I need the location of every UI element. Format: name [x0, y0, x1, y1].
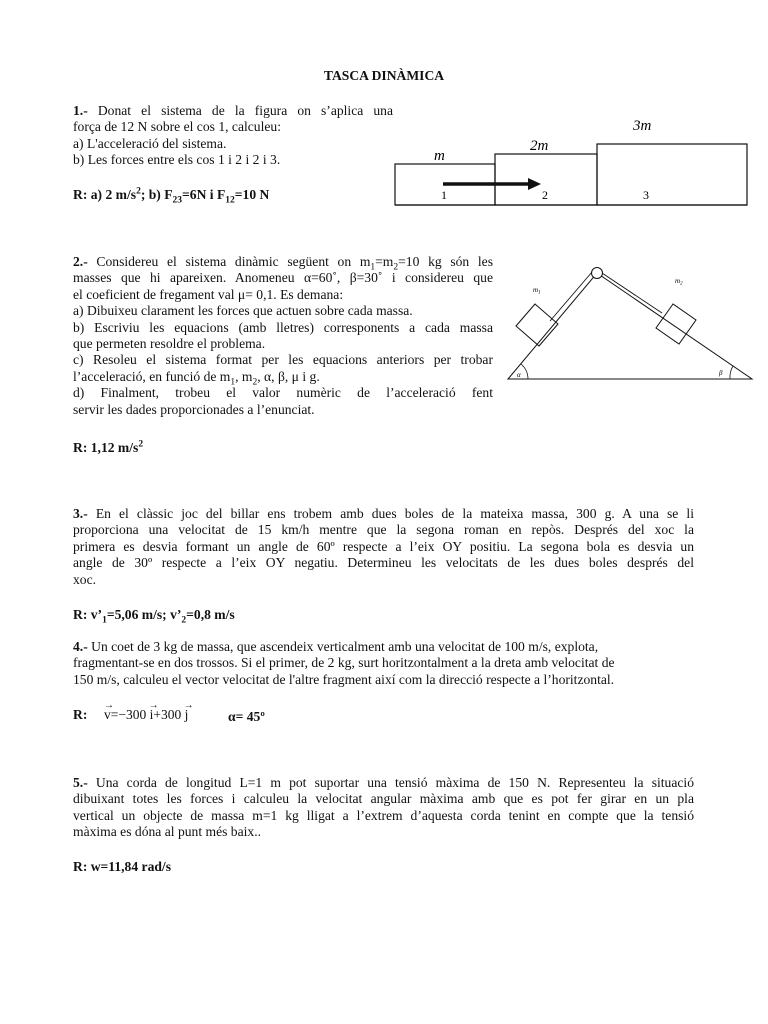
block-3: [597, 144, 747, 205]
question-2-line: b) Escriviu les equacions (amb lletres) corresponents a cada massa: [73, 319, 493, 335]
label-3m: 3m: [633, 118, 652, 134]
label-2m: 2m: [530, 138, 549, 154]
force-arrow-head: [528, 178, 541, 190]
m1-label: $m_1$: [533, 286, 541, 296]
question-2-line: el coeficient de fregament val μ= 0,1. Es demana:: [73, 286, 344, 302]
question-5-answer: R: w=11,84 rad/s: [73, 859, 171, 874]
block-2-label: 2: [542, 188, 548, 202]
question-3-line: xoc.: [73, 571, 97, 587]
beta-label: β: [719, 369, 723, 377]
question-4-line: fragmentant-se en dos trossos. Si el primer, de 2 kg, surt horitzontalment a la dreta amb velocitat de: [73, 655, 615, 671]
pulley: [592, 268, 603, 279]
rope-left: [550, 272, 592, 321]
question-2-line: a) Dibuixeu clarament les forces que actuen sobre cada massa.: [73, 303, 413, 319]
velocity-vector: → v=−300 → i+300 → j: [104, 700, 194, 722]
rope-right: [602, 273, 662, 313]
question-2-line: l’acceleració, en funció de $m_1$, $m_2$, α, β, μ i g.: [73, 368, 320, 388]
block-1-label: 1: [441, 188, 447, 202]
question-2-line: servir les dades proporcionades a l’enunciat.: [73, 401, 315, 417]
alpha-arc: [521, 364, 528, 379]
document-title: TASCA DINÀMICA: [323, 68, 445, 83]
question-2: 2.- Considereu el sistema dinàmic següent on $m_1=m_2=10$ kg són les masses que hi apareixen. Anomeneu α=60˚, β=30˚ i considereu que el coeficient de fregament val μ= 0,1. Es demana: a) Dibuixeu clarament les forces que actuen sobre cada massa. b) Escriviu les equacions (amb lletres) corresponents a cada massa que permeten resoldre el problema. c) Resoleu el sistema format per les equacions anteriors per trobar l’acceleració, en funció de $m_1$, $m_2$, α, β, μ i g. d) Finalment, trobeu el valor numèric de l’acceleració fent servir les dades proporcionades a l’enunciat.: [73, 254, 493, 417]
question-5-line: màxima es dóna al punt més baix..: [73, 824, 262, 840]
question-4-number: 4.-: [73, 639, 88, 654]
question-5-number: 5.-: [73, 775, 88, 790]
question-1-line: b) Les forces entre els cos 1 i 2 i 2 i 3.: [73, 152, 281, 168]
question-4: 4.- Un coet de 3 kg de massa, que ascendeix verticalment amb una velocitat de 100 m/s, explota, fragmentant-se en dos trossos. Si el primer, de 2 kg, surt horitzontalment a la dreta amb velocitat de 150 m/s, calculeu el vector velocitat de l'altre fragment així com la direcció respecte a l’horitzontal.: [73, 639, 698, 688]
question-2-line: c) Resoleu el sistema format per les equacions anteriors per trobar: [73, 352, 493, 368]
question-3: 3.- En el clàssic joc del billar ens trobem amb dues boles de la mateixa massa, 300 g. A una se li proporciona una velocitat de 15 km/h mentre que la segona roman en repòs. Després del xoc la primera es desvia formant un angle de 60º respecte a l’eix OY positiu. La segona bola es desvia un angle de 30º respecte a l’eix OY negatiu. Determineu les velocitats de les dues boles després del xoc.: [73, 506, 694, 587]
mass-2-block: [656, 304, 696, 344]
figure-blocks: [390, 110, 755, 212]
question-2-line: masses que hi apareixen. Anomeneu α=60˚, β=30˚ i considereu que: [73, 270, 493, 286]
question-3-line: proporciona una velocitat de 15 km/h mentre que la segona roman en repòs. Després del xoc la: [73, 522, 694, 538]
question-4-answer: R: → v=−300 → i+300 → j α= 45º: [73, 700, 265, 724]
question-3-line: primera es desvia formant un angle de 60º respecte a l’eix OY positiu. La segona bola es desvia un: [73, 538, 694, 554]
figure-incline: [500, 258, 760, 384]
question-3-line: angle de 30º respecte a l’eix OY negatiu. Determineu les velocitats de les dues boles després del: [73, 555, 694, 571]
question-1-line: força de 12 N sobre el cos 1, calculeu:: [73, 119, 281, 135]
question-4-line: 150 m/s, calculeu el vector velocitat de l'altre fragment així com la direcció respecte a l’horitzontal.: [73, 671, 615, 687]
question-1: [73, 103, 393, 169]
question-1-answer: R: a) 2 $m/s^2$; b) $F_{23}=6N$ i $F_{12}=10$ N: [73, 186, 270, 206]
question-1-line: Donat el sistema de la figura on s’aplica una: [97, 103, 393, 118]
question-5: 5.- Una corda de longitud L=1 m pot suportar una tensió màxima de 150 N. Representeu la situació dibuixant totes les forces i calculeu la velocitat angular màxima amb que es pot fer girar en un pla vertical un objecte de massa m=1 kg lligat a l’extrem d’aquesta corda tenint en compte que la tensió màxima es dóna al punt més baix..: [73, 775, 694, 840]
label-m: m: [434, 148, 445, 164]
question-1-line: a) L'acceleració del sistema.: [73, 135, 227, 151]
block-3-label: 3: [643, 188, 649, 202]
question-2-answer: R: 1,12 $m/s^2$: [73, 439, 144, 455]
question-3-number: 3.-: [73, 506, 88, 521]
question-5-line: vertical un objecte de massa m=1 kg lligat a l’extrem d’aquesta corda tenint en compte que la tensió: [73, 807, 694, 823]
question-3-answer: R: $v’_1=5,06$ m/s; $v’_2=0,8$ m/s: [73, 607, 235, 626]
m2-label: $m_2$: [675, 277, 683, 287]
mass-1-block: [516, 304, 558, 346]
question-2-line: d) Finalment, trobeu el valor numèric de l’acceleració fent: [73, 385, 493, 401]
angle-answer: α= 45º: [228, 709, 265, 724]
alpha-label: α: [517, 371, 521, 379]
question-2-line: que permeten resoldre el problema.: [73, 336, 266, 352]
question-5-line: dibuixant totes les forces i calculeu la velocitat angular màxima amb que es pot fer girar en un pla: [73, 791, 694, 807]
beta-arc: [730, 366, 733, 379]
question-2-number: 2.-: [73, 254, 88, 269]
question-1-number: 1.-: [73, 103, 88, 118]
